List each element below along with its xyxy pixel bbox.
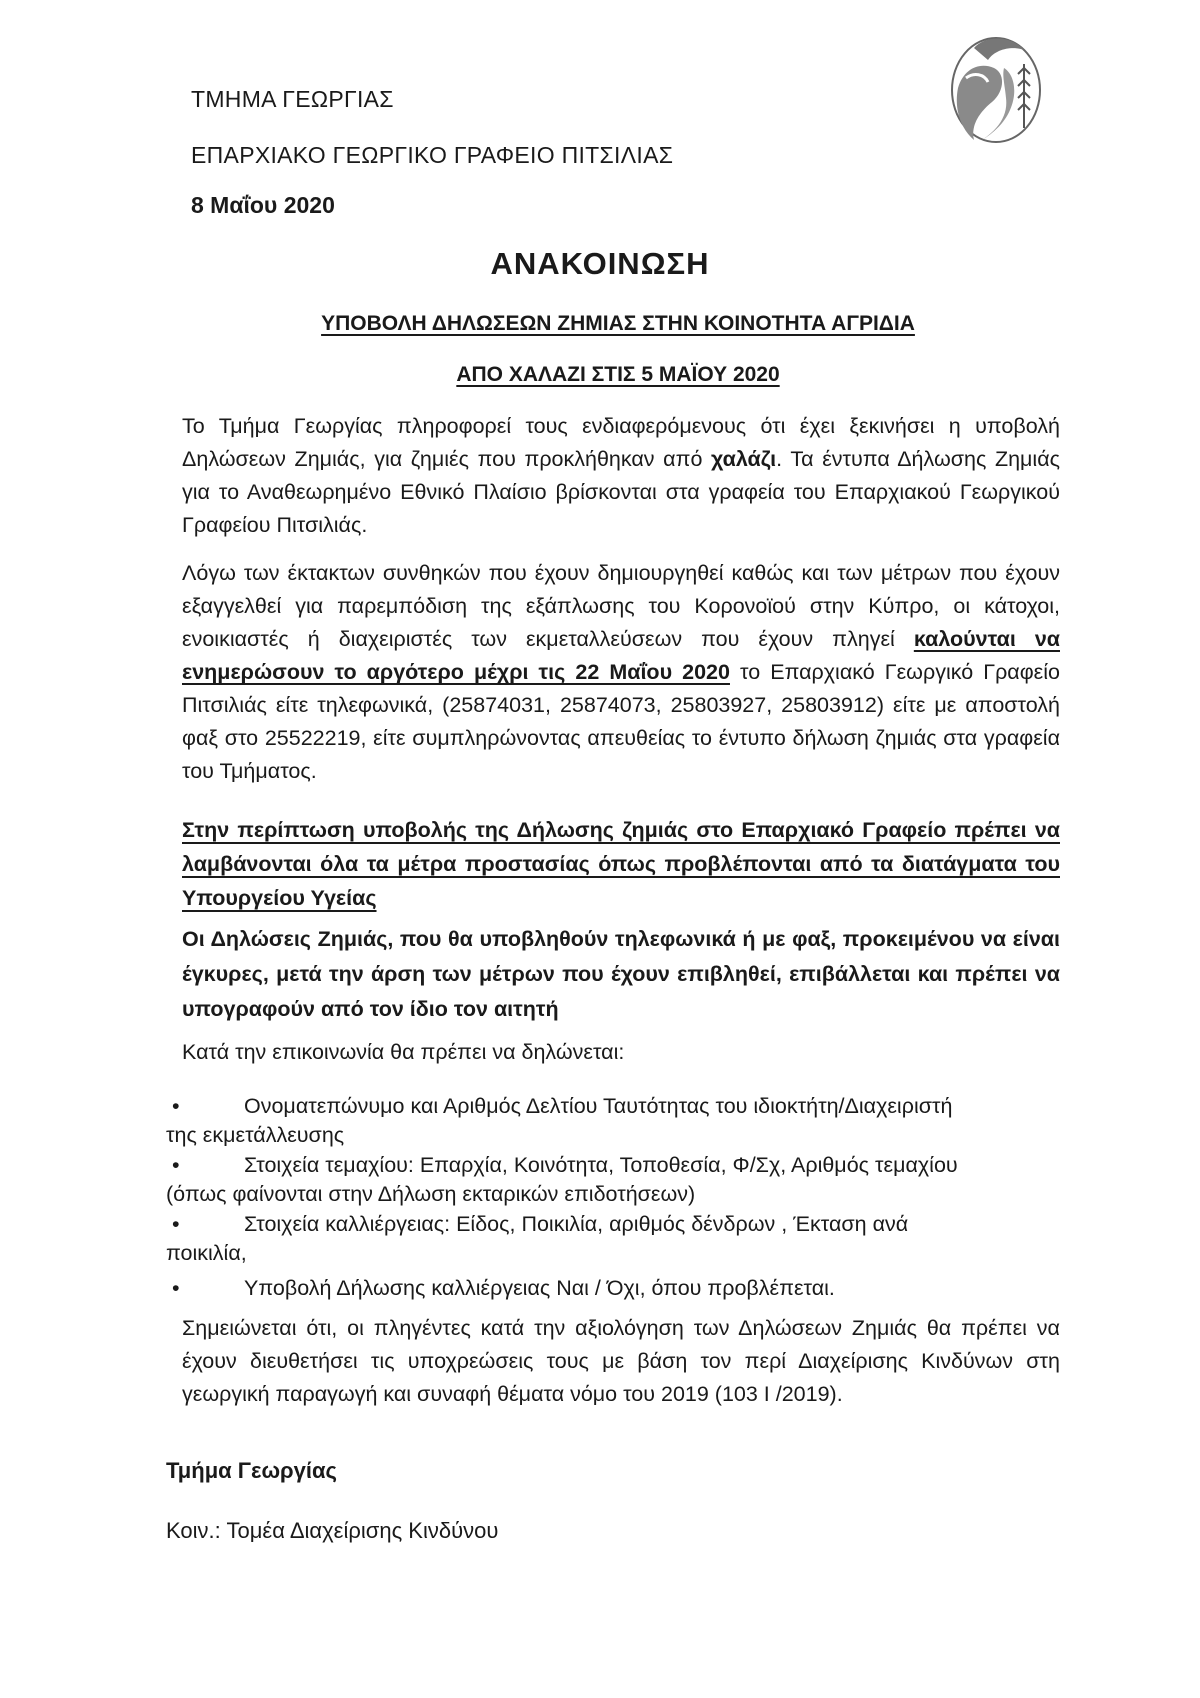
deadline-emphasis: καλούνται να ενημερώσουν το αργότερο μέχρι τις 22 Μαΐου 2020 <box>182 627 1060 684</box>
paragraph-deadline-text: Λόγω των έκτακτων συνθηκών που έχουν δημιουργηθεί καθώς και των μέτρων που έχουν εξαγγελθεί για παρεμπόδιση της εξάπλωσης του Κορονοϊού στην Κύπρο, οι κάτοχοι, ενοικιαστές ή διαχειριστές των εκμεταλλεύσεων που έχουν πληγεί <box>182 561 1060 651</box>
list-item <box>166 1151 1060 1209</box>
bullet-icon: • <box>172 1212 180 1236</box>
required-info-list <box>166 1092 1060 1304</box>
ministry-emblem-icon <box>944 28 1044 148</box>
bullet-icon: • <box>172 1276 180 1300</box>
document-date: 8 Μαΐου 2020 <box>191 192 335 218</box>
bullet-icon: • <box>172 1153 180 1177</box>
subtitle-line-1: ΥΠΟΒΟΛΗ ΔΗΛΩΣΕΩΝ ΖΗΜΙΑΣ ΣΤΗΝ ΚΟΙΝΟΤΗΤΑ ΑΓΡΙΔΙΑ <box>321 312 915 335</box>
office-name: ΕΠΑΡΧΙΑΚΟ ΓΕΩΡΓΙΚΟ ΓΡΑΦΕΙΟ ΠΙΤΣΙΛΙΑΣ <box>191 142 674 168</box>
paragraph-health-measures: Στην περίπτωση υποβολής της Δήλωσης ζημιάς στο Επαρχιακό Γραφείο πρέπει να λαμβάνονται όλα τα μέτρα προστασίας όπως προβλέπονται από τα διατάγματα του Υπουργείου Υγείας <box>182 818 1060 910</box>
paragraph-signature-requirement: Οι Δηλώσεις Ζημιάς, που θα υποβληθούν τηλεφωνικά ή με φαξ, προκειμένου να είναι έγκυρες, μετά την άρση των μέτρων που έχουν επιβληθεί, επιβάλλεται και πρέπει να υπογραφούν από τον ίδιο τον αιτητή <box>182 927 1060 1021</box>
subtitle-line-2: ΑΠΟ ΧΑΛΑΖΙ ΣΤΙΣ 5 ΜΑΪΟΥ 2020 <box>456 363 780 386</box>
signature: Τμήμα Γεωργίας <box>166 1458 337 1483</box>
list-item-text: Ονοματεπώνυμο και Αριθμός Δελτίου Ταυτότητας του ιδιοκτήτη/Διαχειριστή <box>244 1094 953 1118</box>
list-item-text: Στοιχεία τεμαχίου: Επαρχία, Κοινότητα, Τοποθεσία, Φ/Σχ, Αριθμός τεμαχίου <box>244 1153 958 1177</box>
paragraph-deadline-text-end: το Επαρχιακό Γεωργικό Γραφείο Πιτσιλιάς είτε τηλεφωνικά, (25874031, 25874073, 25803927, 25803912) είτε με αποστολή φαξ στο 25522219, είτε συμπληρώνοντας απευθείας το έντυπο δήλωση ζημιάς στα γραφεία του Τμήματος. <box>182 660 1060 783</box>
carbon-copy: Κοιν.: Τομέα Διαχείρισης Κινδύνου <box>166 1518 499 1543</box>
bullet-icon: • <box>172 1094 180 1118</box>
document-title: ΑΝΑΚΟΙΝΩΣΗ <box>490 246 710 281</box>
list-item-continuation: ποικιλία, <box>166 1241 247 1265</box>
list-item <box>166 1210 1060 1268</box>
paragraph-communication: Κατά την επικοινωνία θα πρέπει να δηλώνεται: <box>182 1040 625 1064</box>
paragraph-intro-text-end: . Τα έντυπα Δήλωσης Ζημιάς για το Αναθεωρημένο Εθνικό Πλαίσιο βρίσκονται στα γραφεία του Επαρχιακού Γεωργικού Γραφείου Πιτσιλιάς. <box>182 447 1060 537</box>
paragraph-deadline <box>182 557 1060 788</box>
list-item-text: Στοιχεία καλλιέργειας: Είδος, Ποικιλία, αριθμός δένδρων , Έκταση ανά <box>244 1212 909 1236</box>
list-item <box>166 1092 1060 1150</box>
hail-keyword: χαλάζι <box>711 447 777 471</box>
list-item-continuation: (όπως φαίνονται στην Δήλωση εκταρικών επιδοτήσεων) <box>166 1182 696 1206</box>
list-item <box>166 1274 1060 1303</box>
paragraph-intro <box>182 410 1060 542</box>
list-item-text: Υποβολή Δήλωσης καλλιέργειας Ναι / Όχι, όπου προβλέπεται. <box>244 1276 835 1300</box>
paragraph-intro-text: Το Τμήμα Γεωργίας πληροφορεί τους ενδιαφερόμενους ότι έχει ξεκινήσει η υποβολή Δηλώσεων Ζημιάς, για ζημιές που προκλήθηκαν από <box>182 414 1060 471</box>
list-item-continuation: της εκμετάλλευσης <box>166 1123 345 1147</box>
paragraph-obligations: Σημειώνεται ότι, οι πληγέντες κατά την αξιολόγηση των Δηλώσεων Ζημιάς θα πρέπει να έχουν διευθετήσει τις υποχρεώσεις τους με βάση τον περί Διαχείρισης Κινδύνων στη γεωργική παραγωγή και συναφή θέματα νόμο του 2019 (103 Ι /2019). <box>182 1316 1060 1406</box>
department-name: ΤΜΗΜΑ ΓΕΩΡΓΙΑΣ <box>191 86 394 112</box>
